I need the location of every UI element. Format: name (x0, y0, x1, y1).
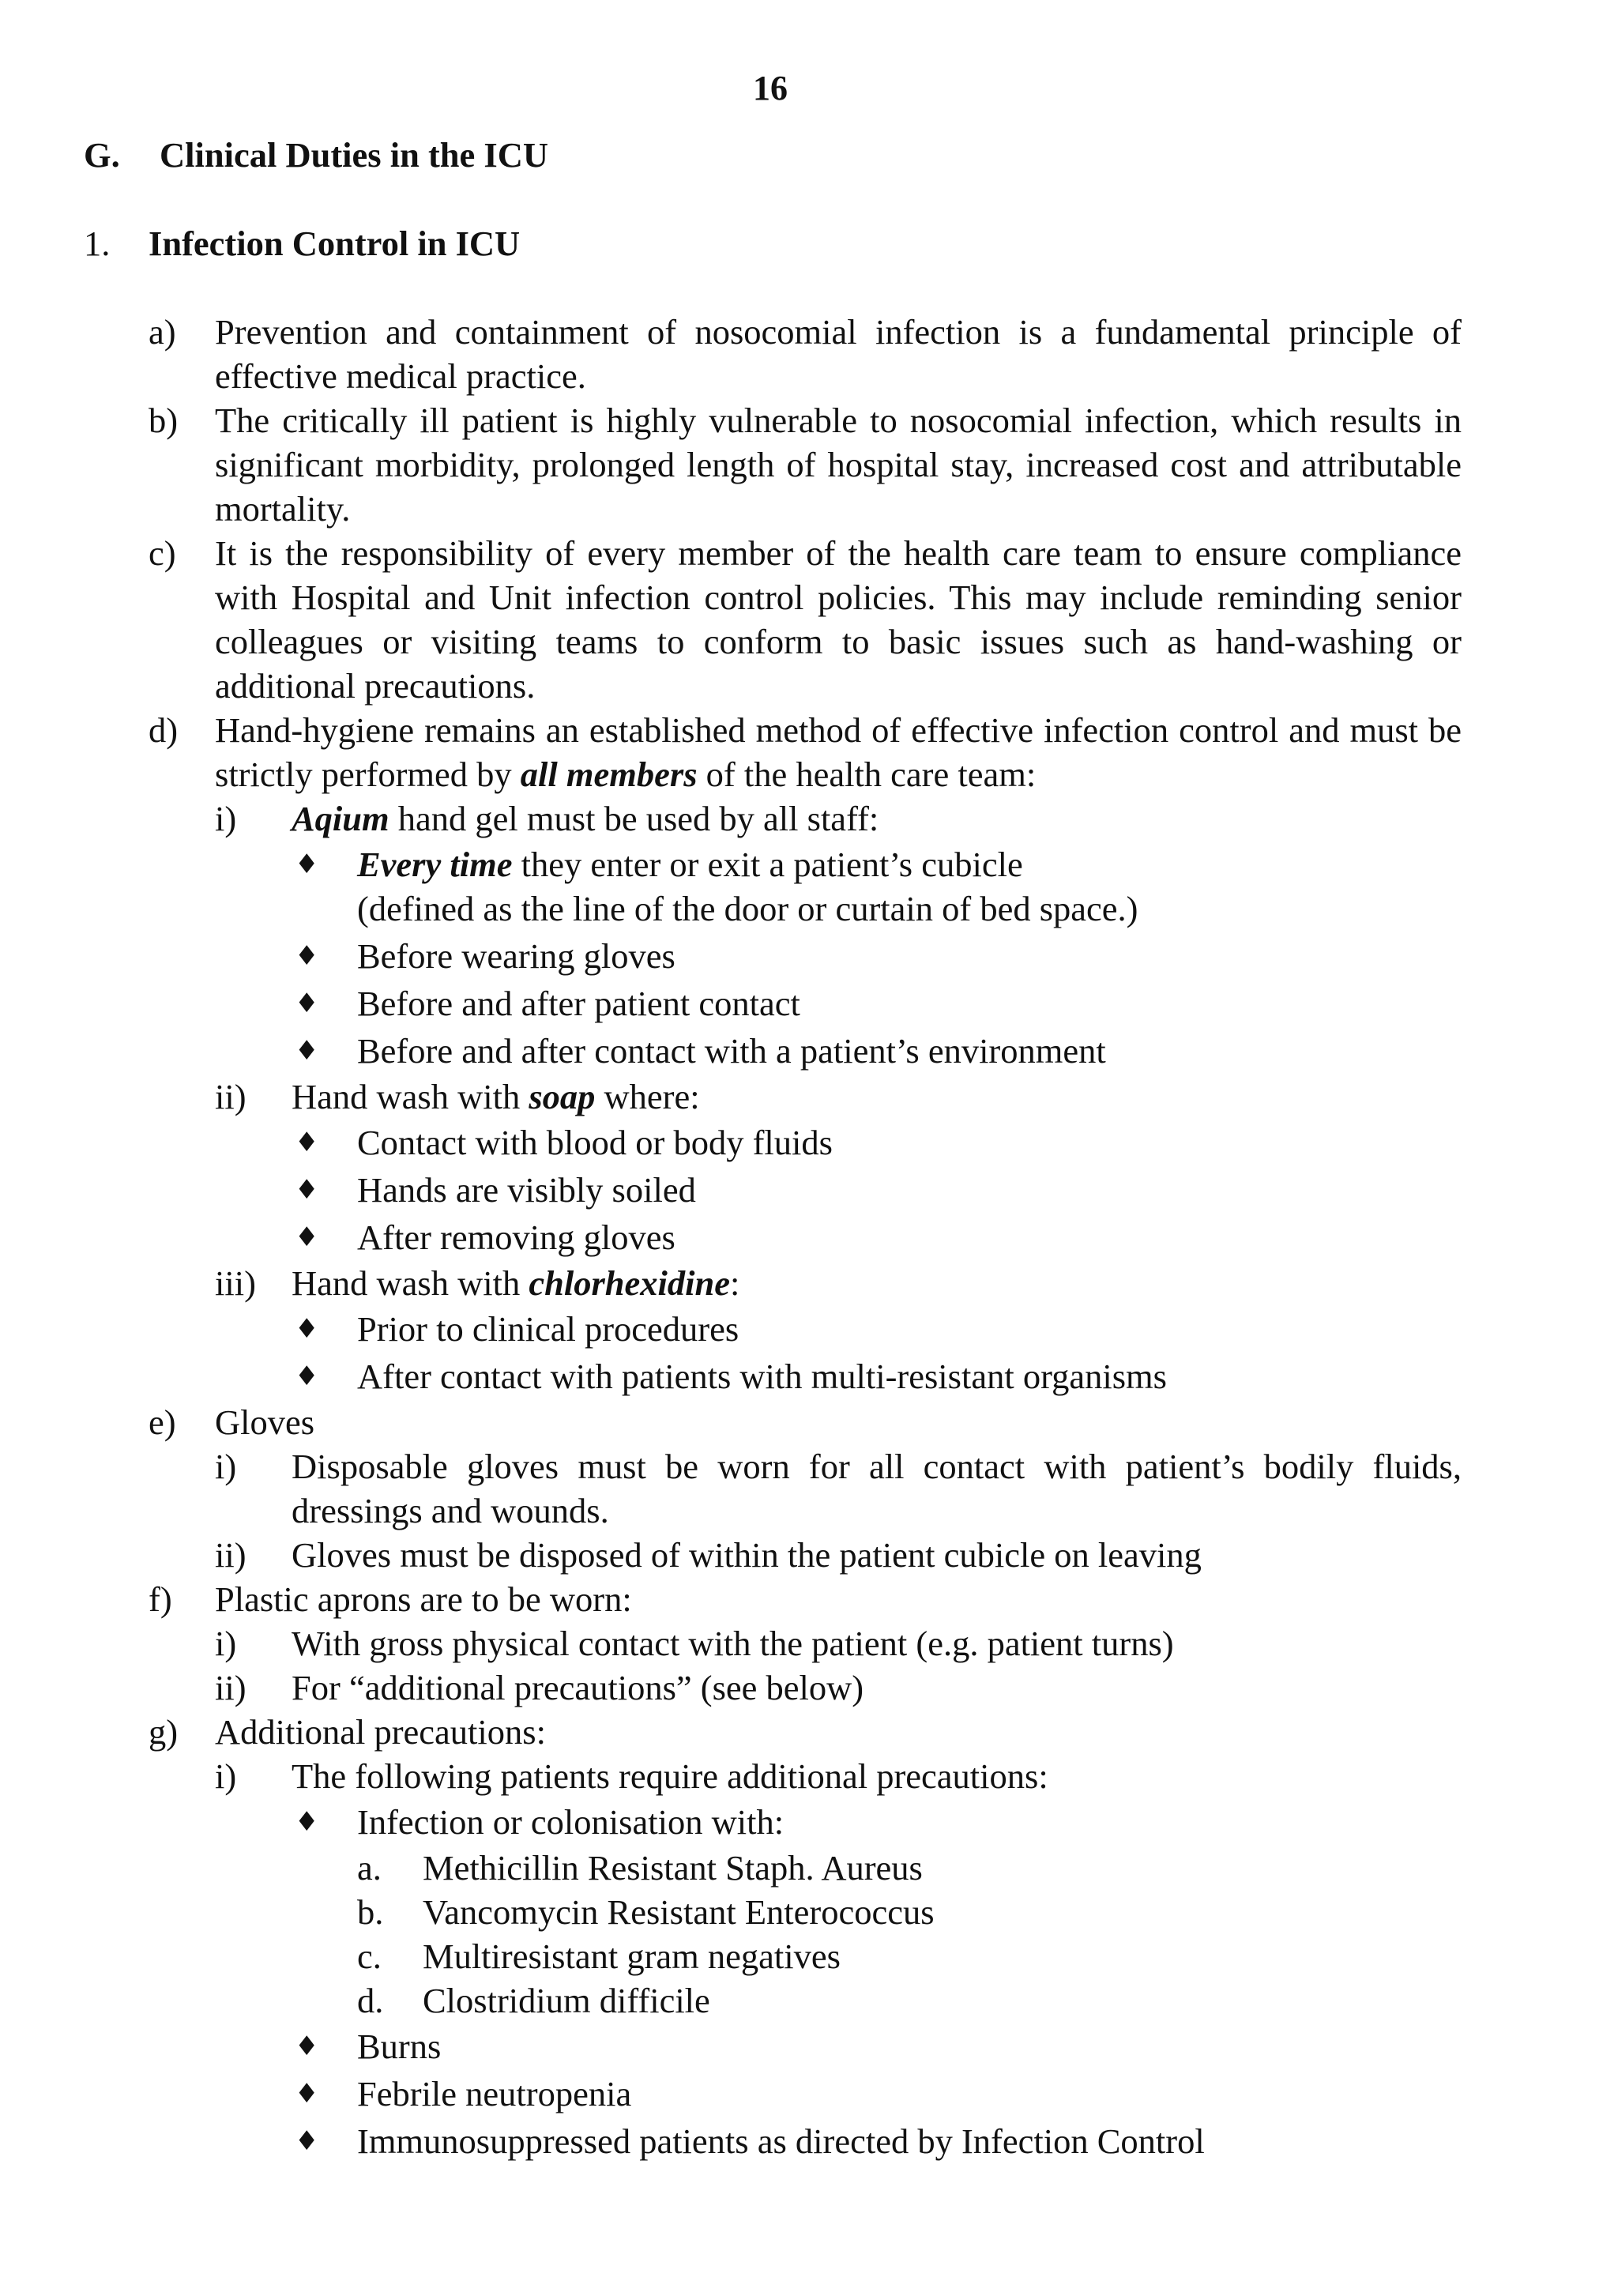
diamond-bullet-icon: ♦ (295, 2125, 319, 2157)
list-item-c (0, 531, 1462, 708)
sub-item-e-i (0, 1444, 1462, 1533)
bullet-item (0, 1798, 1462, 1846)
item-text: Additional precautions: (215, 1712, 546, 1752)
list-item-b (0, 398, 1462, 531)
diamond-bullet-icon: ♦ (295, 1806, 319, 1838)
sub-item-f-ii (0, 1666, 1462, 1710)
organism-item (0, 1978, 1462, 2023)
list-item-a (0, 310, 1462, 398)
item-text: Vancomycin Resistant Enterococcus (423, 1892, 935, 1932)
diamond-bullet-icon: ♦ (295, 1035, 319, 1067)
document-body (0, 310, 1618, 2165)
bullet-item (0, 932, 1462, 980)
item-text: where: (595, 1077, 700, 1116)
item-emphasis: all members (520, 755, 698, 794)
item-marker: c) (149, 533, 176, 573)
item-text: of the health care team: (697, 755, 1037, 794)
subsection-label: 1. (84, 224, 111, 263)
item-marker: i) (215, 1756, 237, 1796)
diamond-bullet-icon: ♦ (295, 2031, 319, 2062)
item-text: For “additional precautions” (see below) (292, 1668, 864, 1707)
item-text: Febrile neutropenia (357, 2074, 632, 2113)
diamond-bullet-icon: ♦ (295, 849, 319, 880)
bullet-item (0, 1027, 1462, 1075)
item-text: Multiresistant gram negatives (423, 1937, 841, 1976)
diamond-bullet-icon: ♦ (295, 988, 319, 1019)
item-marker: ii) (215, 1077, 246, 1116)
list-item-f (0, 1577, 1462, 1621)
item-text: Prior to clinical procedures (357, 1309, 739, 1349)
item-emphasis: Aqium (292, 799, 389, 838)
item-text: Prevention and containment of nosocomial infection is a fundamental principle of effective medical practice. (215, 312, 1462, 396)
item-text: Contact with blood or body fluids (357, 1123, 833, 1162)
diamond-bullet-icon: ♦ (295, 2078, 319, 2110)
item-text: Hand wash with (292, 1263, 529, 1303)
item-marker: a. (357, 1848, 382, 1888)
list-item-g (0, 1710, 1462, 1754)
bullet-item (0, 2070, 1462, 2117)
subsection-heading (84, 221, 520, 265)
item-marker: i) (215, 1624, 237, 1663)
item-text: After contact with patients with multi-resistant organisms (357, 1357, 1167, 1396)
item-emphasis: chlorhexidine (529, 1263, 731, 1303)
item-text: they enter or exit a patient’s cubicle (512, 845, 1023, 884)
item-marker: a) (149, 312, 176, 352)
item-text: Infection or colonisation with: (357, 1802, 785, 1842)
item-marker: e) (149, 1402, 176, 1442)
sub-item-f-i (0, 1621, 1462, 1666)
item-emphasis: Every time (357, 845, 513, 884)
sub-item-d-iii (0, 1261, 1462, 1305)
organism-item (0, 1890, 1462, 1934)
item-marker: b) (149, 401, 179, 440)
diamond-bullet-icon: ♦ (295, 1221, 319, 1253)
item-text: (defined as the line of the door or curtain of bed space.) (357, 889, 1138, 928)
item-marker: c. (357, 1937, 382, 1976)
item-marker: ii) (215, 1535, 246, 1575)
subsection-title: Infection Control in ICU (149, 224, 521, 263)
diamond-bullet-icon: ♦ (295, 1361, 319, 1392)
bullet-item (0, 1166, 1462, 1214)
bullet-item (0, 841, 1462, 932)
item-text: Hand wash with (292, 1077, 529, 1116)
organism-item (0, 1934, 1462, 1978)
diamond-bullet-icon: ♦ (295, 1174, 319, 1206)
item-text: Gloves must be disposed of within the patient cubicle on leaving (292, 1535, 1202, 1575)
item-emphasis: soap (529, 1077, 596, 1116)
item-marker: d) (149, 710, 179, 750)
item-marker: f) (149, 1579, 172, 1619)
item-text: With gross physical contact with the patient (e.g. patient turns) (292, 1624, 1174, 1663)
item-marker: iii) (215, 1263, 256, 1303)
item-text: Plastic aprons are to be worn: (215, 1579, 632, 1619)
item-text: Gloves (215, 1402, 315, 1442)
bullet-item (0, 980, 1462, 1027)
diamond-bullet-icon: ♦ (295, 940, 319, 972)
item-marker: ii) (215, 1668, 246, 1707)
sub-item-d-i (0, 796, 1462, 841)
list-item-d (0, 708, 1462, 796)
item-text: Immunosuppressed patients as directed by Infection Control (357, 2121, 1205, 2161)
section-title: Clinical Duties in the ICU (160, 135, 548, 175)
item-marker: i) (215, 799, 237, 838)
sub-item-e-ii (0, 1533, 1462, 1577)
item-text: Disposable gloves must be worn for all contact with patient’s bodily fluids, dressings and wounds. (292, 1447, 1462, 1530)
item-text: The critically ill patient is highly vulnerable to nosocomial infection, which results in significant morbidity, prolonged length of hospital stay, increased cost and attributable mortality. (215, 401, 1462, 529)
diamond-bullet-icon: ♦ (295, 1313, 319, 1345)
item-text: It is the responsibility of every member of the health care team to ensure compliance with Hospital and Unit infection control policies. This may include reminding senior colleagues or visiting teams to conform to basic issues such as hand-washing or additional precautions. (215, 533, 1462, 706)
item-marker: g) (149, 1712, 179, 1752)
item-marker: d. (357, 1981, 384, 2020)
list-item-e (0, 1400, 1462, 1444)
bullet-item (0, 1119, 1462, 1166)
section-label: G. (84, 135, 120, 175)
item-marker: i) (215, 1447, 237, 1486)
bullet-item (0, 2117, 1462, 2165)
item-text: Burns (357, 2027, 442, 2066)
item-text: After removing gloves (357, 1218, 675, 1257)
bullet-item (0, 1305, 1462, 1353)
bullet-item (0, 1353, 1462, 1400)
item-text: The following patients require additional precautions: (292, 1756, 1048, 1796)
item-text: Clostridium difficile (423, 1981, 710, 2020)
section-heading (84, 133, 548, 177)
item-text: Methicillin Resistant Staph. Aureus (423, 1848, 923, 1888)
page-number: 16 (753, 69, 788, 107)
item-text: Before wearing gloves (357, 936, 675, 976)
item-text: Before and after contact with a patient’s environment (357, 1031, 1106, 1071)
item-marker: b. (357, 1892, 384, 1932)
sub-item-g-i (0, 1754, 1462, 1798)
item-text: Hand-hygiene remains an established method of effective infection control and must be strictly performed by (215, 710, 1462, 794)
bullet-item (0, 1214, 1462, 1261)
diamond-bullet-icon: ♦ (295, 1127, 319, 1158)
bullet-item (0, 2023, 1462, 2070)
sub-item-d-ii (0, 1075, 1462, 1119)
item-text: Before and after patient contact (357, 984, 800, 1023)
item-text: Hands are visibly soiled (357, 1170, 696, 1210)
item-text: : (730, 1263, 740, 1303)
item-text: hand gel must be used by all staff: (389, 799, 879, 838)
organism-item (0, 1846, 1462, 1890)
